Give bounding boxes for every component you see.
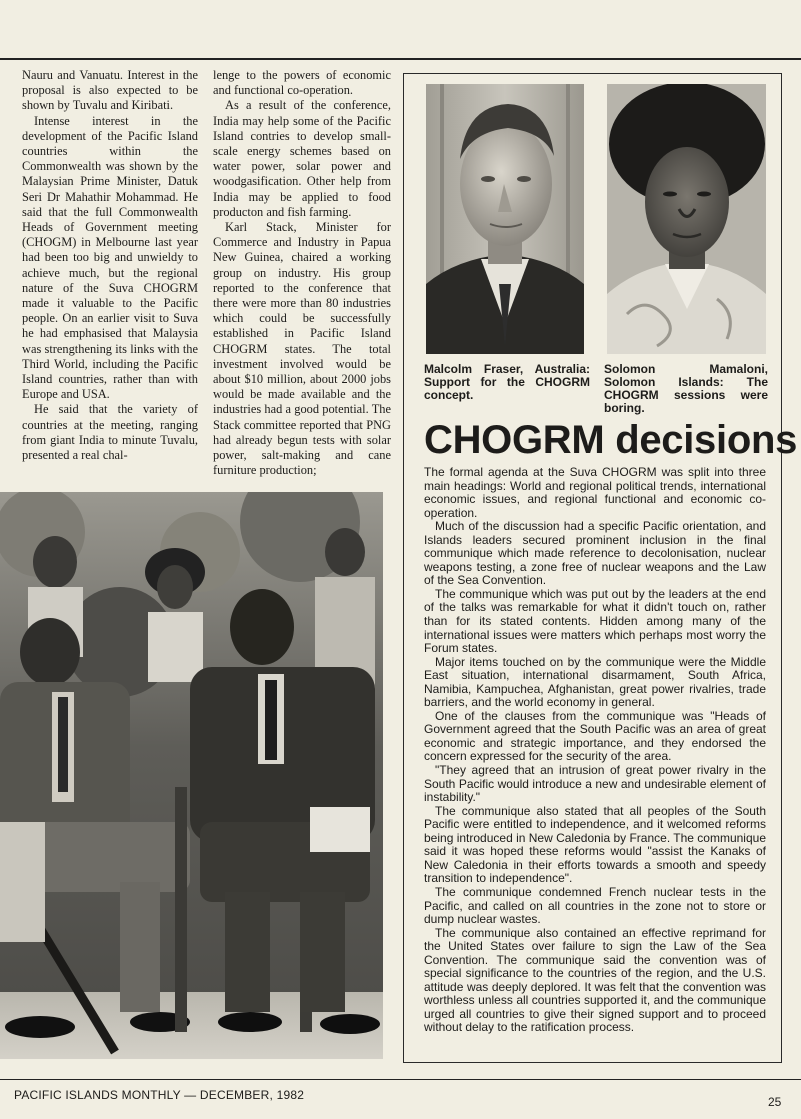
portrait-mamaloni-illustration: [607, 84, 766, 354]
article-paragraph: lenge to the powers of economic and functional co-operation.: [213, 68, 391, 98]
sidebar-paragraph: The communique which was put out by the leaders at the end of the talks was remarkable for what it didn't touch on, rather than for its stated contents. Hidden among many of the international issues were matters which perhaps most worry the Forum states.: [424, 586, 766, 656]
group-photo-illustration: [0, 492, 383, 1059]
portrait-photo-fraser: [426, 84, 584, 354]
group-photo-seated-leaders: [0, 492, 383, 1059]
footer-publication: PACIFIC ISLANDS MONTHLY — DECEMBER, 1982: [14, 1088, 305, 1102]
article-paragraph: He said that the variety of countries at the meeting, ranging from giant India to minute Tuvalu, presented a real chal-: [22, 402, 198, 463]
article-column-1: [22, 68, 198, 463]
sidebar-paragraph: One of the clauses from the communique was "Heads of Government agreed that the South Pacific was an area of great economic and strategic importance, and they endorsed the concern expressed for the security of the area.: [424, 708, 766, 764]
sidebar-body: [424, 466, 766, 1035]
sidebar-paragraph: Much of the discussion had a specific Pacific orientation, and Islands leaders secured prominent inclusion in the final communique which made reference to decolonisation, nuclear weapons testing, a zone free of nuclear weapons and the Law of the Sea Convention.: [424, 519, 766, 588]
sidebar-paragraph: The communique also contained an effective reprimand for the United States over failure to sign the Law of the Sea Convention. The communique said the convention was of special significance to the countries of the region, and the U.S. attitude was deeply deplored. It was felt that the convention was worthless unless all countries supported it, and the communique urged all countries to give their signed support and to proceed without delay to the ratification process.: [424, 925, 766, 1035]
sidebar-paragraph: The communique also stated that all peoples of the South Pacific were entitled to independence, and it welcomed reforms being introduced in New Caledonia by France. The communique said it was hoped these reforms would "assist the Kanaks of New Caledonia in their efforts towards a smooth and speedy transition to independence".: [424, 803, 766, 886]
sidebar-paragraph: The communique condemned French nuclear tests in the Pacific, and called on all countries in the zone not to store or dump nuclear wastes.: [424, 884, 766, 927]
sidebar-headline: CHOGRM decisions: [424, 418, 798, 462]
article-paragraph: Intense interest in the development of the Pacific Island countries within the Commonwealth was shown by the Malaysian Prime Minister, Datuk Seri Dr Mahathir Mohammad. He said that the full Commonwealth Heads of Government meeting (CHOGM) in Melbourne last year had been too big and unwieldy to achieve much, but the regional nature of the Suva CHOGRM made it valuable to the Pacific people. On an earlier visit to Suva he had emphasised that Malaysia was strengthening its links with the Third World, including the Pacific Island countries, rather than with Europe and USA.: [22, 113, 198, 402]
sidebar-paragraph: Major items touched on by the communique were the Middle East situation, international disarmament, South Africa, Namibia, Kampuchea, Afghanistan, great power rivalries, trade barriers, and the world economy in general.: [424, 654, 766, 710]
article-paragraph: As a result of the conference, India may help some of the Pacific Island contries to develop small-scale energy schemes based on water power, solar power and woodgasification. Other help from India may be applied to food producton and fish farming.: [213, 98, 391, 219]
caption-mamaloni: Solomon Mamaloni, Solomon Islands: The CHOGRM sessions were boring.: [604, 362, 768, 415]
article-paragraph: Karl Stack, Minister for Commerce and Industry in Papua New Guinea, chaired a working group on industry. His group reported to the conference that there were more than 80 industries which could be successfully established in Pacific Island CHOGRM states. The total investment involved would be about $10 million, about 2000 jobs would be made available and the industries had a good potential. The Stack committee reported that PNG had already begun tests with solar power, salt-making and cane furniture production;: [213, 220, 391, 478]
sidebar-paragraph: "They agreed that an intrusion of great power rivalry in the South Pacific would introduce a new and undesirable element of instability.": [424, 763, 766, 805]
sidebar-paragraph: The formal agenda at the Suva CHOGRM was split into three main headings: World and regional political trends, international economic issues, and regional functional and economic co-operation.: [424, 465, 766, 520]
top-rule: [0, 58, 801, 60]
page-number: 25: [768, 1095, 782, 1109]
bottom-rule: [0, 1079, 801, 1080]
caption-fraser: Malcolm Fraser, Australia: Support for the CHOGRM concept.: [424, 362, 590, 402]
portrait-photo-mamaloni: [607, 84, 766, 354]
article-paragraph: Nauru and Vanuatu. Interest in the proposal is also expected to be shown by Tuvalu and Kiribati.: [22, 68, 198, 113]
article-column-2: [213, 68, 391, 478]
portrait-fraser-illustration: [426, 84, 584, 354]
